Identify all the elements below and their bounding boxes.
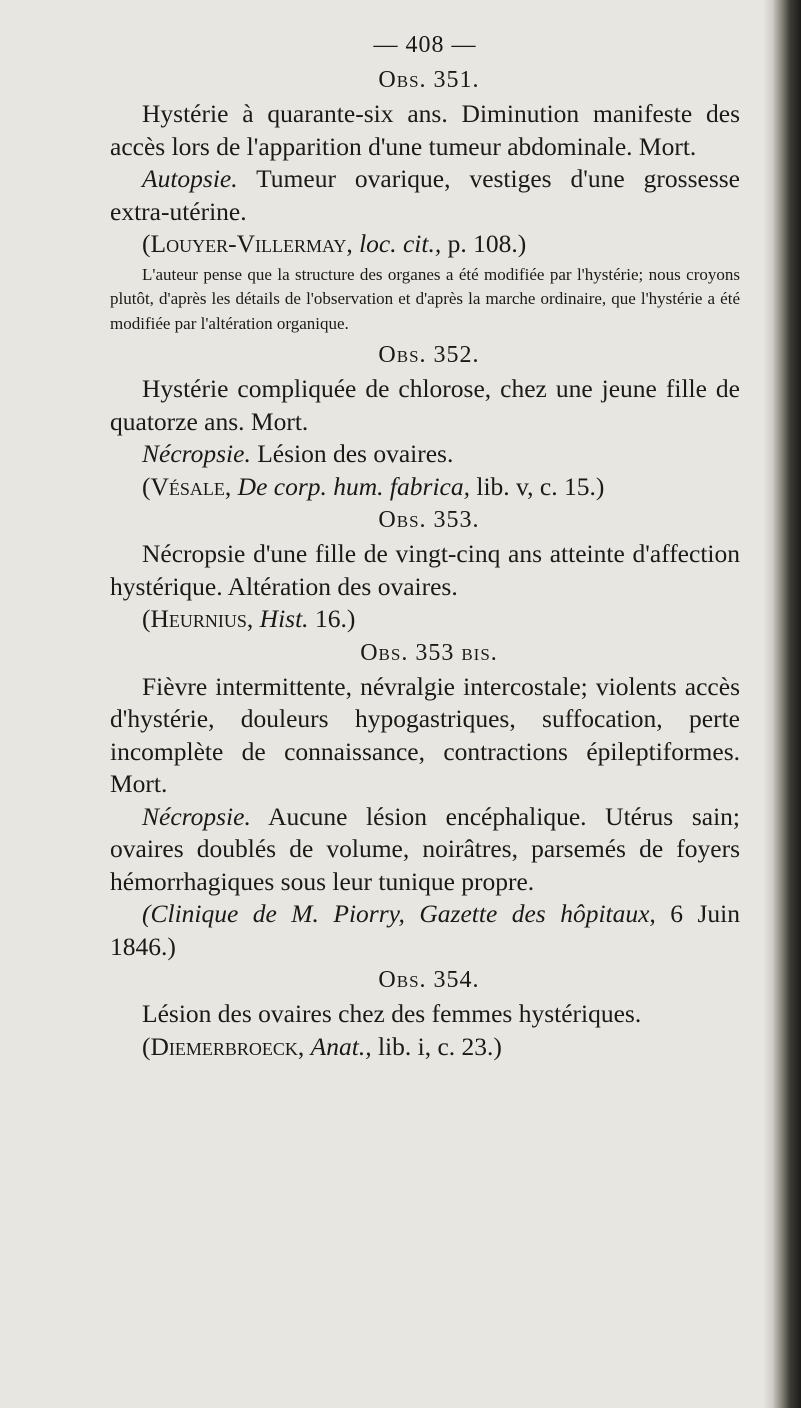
obs-352-ref-title: De corp. hum. fabrica, [237,471,470,501]
obs-351-ref-rest: p. 108.) [441,229,527,258]
obs-351-finding [110,163,740,228]
obs-354-ref-title: Anat., [310,1031,372,1061]
obs-353-ref-sep: , [246,604,260,633]
obs-352-reference: (Vésale, De corp. hum. fabrica, lib. v, c. 15.) [142,471,605,501]
obs-353-bis-ref-source: (Clinique de M. Piorry, Gazette des hôpitaux, [142,899,656,928]
obs-351-ref-title: loc. cit., [359,229,442,258]
obs-351-finding-text: Tumeur ovarique, vestiges d'une grossesse extra-utérine. [110,164,740,226]
obs-353-bis-reference [110,898,740,963]
obs-352-heading: Obs. 352. [378,342,480,368]
obs-353-heading: Obs. 353. [378,507,480,533]
obs-351-ref-author: Louyer-Villermay [150,229,347,258]
obs-353-bis-finding-label: Nécropsie. [142,801,251,831]
obs-351-ref-sep: , [346,229,360,258]
obs-352-finding-text: Lésion des ovaires. [250,439,454,468]
obs-352-ref-author: Vésale [150,471,225,501]
obs-352-ref-rest: lib. v, c. 15.) [469,471,605,501]
obs-353-ref-rest: 16.) [308,604,356,633]
obs-354-summary: Lésion des ovaires chez des femmes hystériques. [142,999,642,1028]
page-content [110,32,740,1063]
obs-353-bis-heading: Obs. 353 bis. [360,639,498,666]
obs-352-finding-label: Nécropsie. [142,439,251,468]
obs-353-bis-finding-text: Aucune lésion encéphalique. Utérus sain; ovaires doublés de volume, noirâtres, parsemés de foyers hémorrhagiques sous leur tunique propre. [110,801,740,896]
obs-353-ref-title: Hist. [259,604,309,633]
obs-352-summary: Hystérie compliquée de chlorose, chez une jeune fille de quatorze ans. Mort. [110,374,740,436]
obs-354-heading: Obs. 354. [378,967,480,993]
obs-353-bis-summary: Fièvre intermittente, névralgie intercostale; violents accès d'hystérie, douleurs hypogastriques, suffocation, perte incomplète de connaissance, contractions épileptiformes. Mort. [110,671,740,798]
obs-351-heading: Obs. 351. [378,67,480,93]
obs-351-note: L'auteur pense que la structure des organes a été modifiée par l'hystérie; nous croyons plutôt, d'après les détails de l'observation et d'après la marche ordinaire, que l'hystérie a été modifiée par l'altération organique. [110,264,740,333]
obs-353-reference: (Heurnius, Hist. 16.) [142,604,356,633]
obs-351-finding-label: Autopsie. [142,164,238,193]
page-number: — 408 — [373,32,477,58]
obs-353-bis-ref-rest: 6 Juin 1846.) [110,899,740,961]
book-binding-edge [773,0,801,1408]
obs-354-ref-rest: lib. i, c. 23.) [371,1031,502,1061]
obs-351-reference: (Louyer-Villermay, loc. cit., p. 108.) [142,229,527,258]
obs-352-finding [110,438,740,471]
obs-352-ref-sep: , [224,471,238,501]
obs-354-reference: (Diemerbroeck, Anat., lib. i, c. 23.) [142,1031,502,1061]
obs-354-ref-author: Diemerbroeck [150,1031,298,1061]
obs-351-summary: Hystérie à quarante-six ans. Diminution manifeste des accès lors de l'apparition d'une tumeur abdominale. Mort. [110,99,740,161]
obs-353-bis-finding [110,801,740,899]
obs-354-ref-sep: , [297,1031,311,1061]
obs-353-ref-author: Heurnius [150,604,247,633]
obs-353-summary: Nécropsie d'une fille de vingt-cinq ans atteinte d'affection hystérique. Altération des ovaires. [110,539,740,601]
